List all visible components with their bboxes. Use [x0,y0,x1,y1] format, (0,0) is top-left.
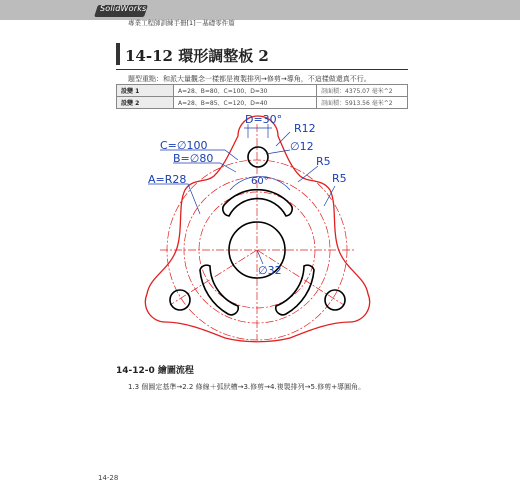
flow-title: 14-12-0 繪圖流程 [116,366,194,376]
table-row [117,97,408,109]
top-hole [248,147,268,167]
variation-label: 設變 1 [117,85,174,97]
dimension-c: C=∅100 [160,139,208,152]
part-features [170,147,345,315]
heading-accent-bar [116,43,120,65]
section-title: 14-12 環形調整板 2 [125,47,269,65]
dimension-phi32: ∅32 [258,264,282,277]
flow-steps: 1.3 個圓定基準→2.2 條線＋弧狀槽→3.修剪→4.複製排列→5.修剪+導圓角。 [128,383,366,391]
dimension-r5-side: R5 [332,172,347,185]
dimension-phi12: ∅12 [290,140,314,153]
dimension-line [266,150,290,154]
table-row [117,85,408,97]
dimension-angle: 60° [251,176,269,187]
dimension-labels [148,113,347,277]
dimension-d: D=30° [245,113,283,126]
dimension-a: A=R28 [148,173,187,186]
dimension-b: B=∅80 [173,152,214,165]
radial-centerline-right [257,250,344,305]
section-heading [116,43,408,70]
technical-drawing [140,108,380,348]
variation-dimensions: A=28、B=80、C=100、D=30 [174,85,317,97]
dimension-r12: R12 [294,122,316,135]
book-title: 專業工程師訓練手冊[1]－基礎零件篇 [128,19,235,27]
variation-area: 剖面積：5913.56 毫米^2 [317,97,408,109]
top-slot [223,190,292,216]
page-number: 14-28 [98,474,119,482]
left-hole [170,290,190,310]
dimension-r5-top: R5 [316,155,331,168]
right-hole [325,290,345,310]
key-point-text: 題型重點：和派大量觀念一樣都是複製排列→修剪→導角，不這樣做還真不行。 [128,75,371,83]
header-bar [0,0,520,20]
dimension-line [148,184,200,214]
brand-logo: SolidWorks [100,4,147,13]
radial-centerline-left [170,250,257,305]
left-slot [200,265,238,315]
variation-area: 剖面積：4375.07 毫米^2 [317,85,408,97]
variation-dimensions: A=28、B=85、C=120、D=40 [174,97,317,109]
variation-label: 設變 2 [117,97,174,109]
design-variations-table [116,84,408,109]
